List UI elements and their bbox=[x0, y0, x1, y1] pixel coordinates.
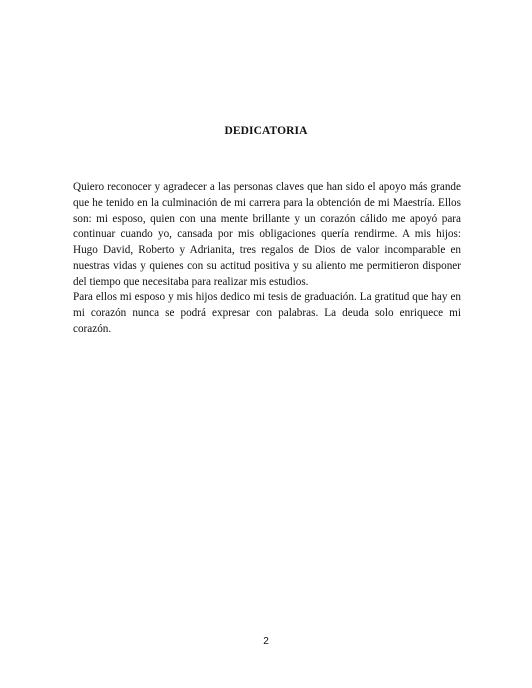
paragraph-dedication-1: Quiero reconocer y agradecer a las personas claves que han sido el apoyo más grande que he tenido en la culminación de mi carrera para la obtención de mi Maestría. Ellos son: mi esposo, quien con una mente brillante y un corazón cálido me apoyó para continuar cuando yo, cansada por mis obligaciones quería rendirme. A mis hijos: Hugo David, Roberto y Adrianita, tres regalos de Dios de valor incomparable en nuestras vidas y quienes con su actitud positiva y su aliento me permitieron disponer del tiempo que necesitaba para realizar mis estudios. bbox=[73, 181, 461, 288]
paragraph-dedication-2: Para ellos mi esposo y mis hijos dedico mi tesis de graduación. La gratitud que hay en mi corazón nunca se podrá expresar con palabras. La deuda solo enriquece mi corazón. bbox=[73, 291, 461, 335]
page-number: 2 bbox=[263, 636, 269, 647]
page-title: DEDICATORIA bbox=[224, 125, 308, 137]
